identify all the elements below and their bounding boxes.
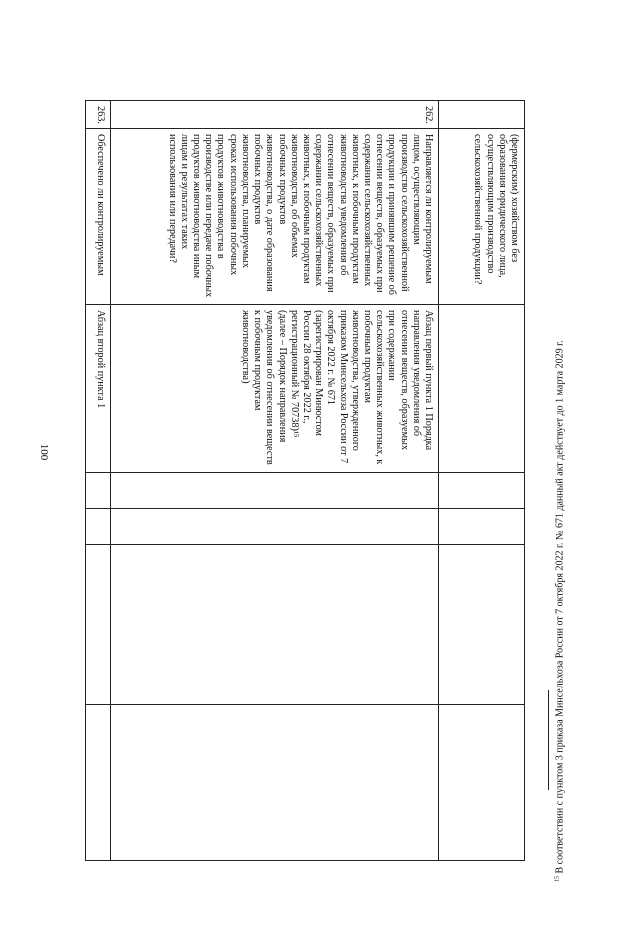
footnote — [554, 22, 565, 882]
reference-cell: Абзац первый пункта 1 Порядка направления уведомления об отнесении веществ, образуемых при содержании сельскохозяйственных животных, к побочным продуктам животноводства, утвержденного приказом Минсельхоза России от 7 октября 2022 г. № 671 (зарегистрирован Минюстом России 28 октября 2022 г., регистрационный № 70738)¹⁵ (далее – Порядок направления уведомления об отнесении веществ к побочным продуктам животноводства) — [111, 305, 439, 473]
page-number: 100 — [38, 443, 50, 461]
answer-no-cell — [86, 509, 111, 545]
note-cell — [86, 705, 111, 861]
note-cell — [111, 705, 439, 861]
answer-yes-cell — [86, 473, 111, 509]
reference-cell: Абзац второй пункта 1 — [86, 305, 111, 473]
footnote-marker: 15 — [554, 876, 561, 882]
answer-na-cell — [438, 545, 524, 705]
answer-no-cell — [438, 509, 524, 545]
question-cell: (фермерским) хозяйством без образования юридического лица, осуществляющим производство сельскохозяйственной продукции? — [438, 129, 524, 305]
footnote-separator — [548, 690, 549, 790]
row-number-cell: 263. — [86, 101, 111, 129]
answer-na-cell — [86, 545, 111, 705]
checklist-table — [85, 100, 525, 861]
footnote-text: В соответствии с пунктом 3 приказа Минсельхоза России от 7 октября 2022 г. № 671 данный акт действует до 1 марта 2029 г. — [554, 340, 566, 874]
answer-na-cell — [111, 545, 439, 705]
table-row — [438, 101, 524, 861]
checklist-table-wrapper — [85, 100, 525, 945]
answer-no-cell — [111, 509, 439, 545]
table-row — [86, 101, 111, 861]
question-cell: Обеспечено ли контролируемым — [86, 129, 111, 305]
answer-yes-cell — [438, 473, 524, 509]
answer-yes-cell — [111, 473, 439, 509]
table-row — [111, 101, 439, 861]
question-cell: Направляется ли контролируемым лицом, осуществляющим производство сельскохозяйственной продукции и принявшим решение об отнесении веществ, образуемых при содержании сельскохозяйственных животных, к побочным продуктам животноводства уведомления об отнесении веществ, образуемых при содержании сельскохозяйственных животных, к побочным продуктам животноводства, об объемах побочных продуктов животноводства, о дате образования побочных продуктов животноводства, планируемых сроках использования побочных продуктов животноводства в производстве или передаче побочных продуктов животноводства иным лицам и результатах таких использования или передачи? — [111, 129, 439, 305]
note-cell — [438, 705, 524, 861]
row-number-cell: 262. — [111, 101, 439, 129]
reference-cell — [438, 305, 524, 473]
row-number-cell — [438, 101, 524, 129]
